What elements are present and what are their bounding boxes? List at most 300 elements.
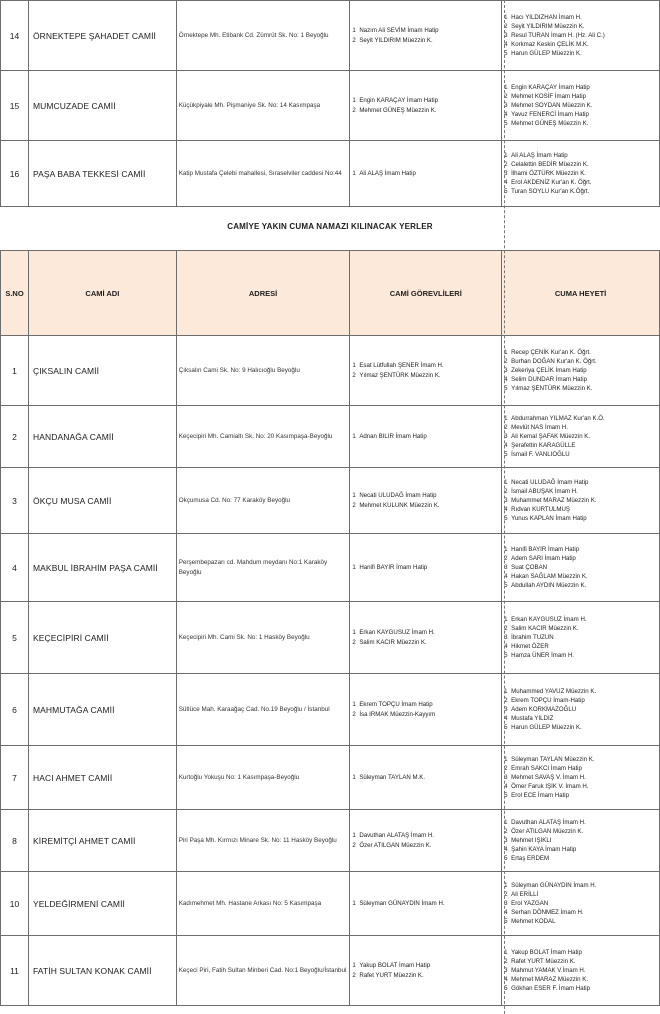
entry-text: Selim DUNDAR İmam Hatip	[511, 376, 587, 384]
entry-number: 4	[504, 376, 508, 384]
committee-list	[502, 936, 660, 1006]
staff-list	[350, 141, 502, 207]
entry-text: Adnan BILIR İmam Hatip	[359, 432, 427, 440]
entry-text: Adem SARI İmam Hatip	[511, 554, 576, 562]
committee-list	[502, 71, 660, 141]
entry-number: 3	[504, 366, 508, 374]
entry-text: İlhami ÖZTÜRK Müezzin K.	[511, 169, 586, 177]
top-table-body	[1, 1, 660, 207]
table-row	[1, 872, 660, 936]
committee-entry	[504, 687, 657, 696]
row-number: 5	[1, 602, 29, 674]
entry-number: 2	[504, 764, 508, 772]
entry-text: Necati ULUDAĞ İmam Hatip	[359, 492, 437, 500]
staff-list	[350, 1, 502, 71]
entry-text: Hamza ÜNER İmam H.	[511, 652, 575, 660]
entry-number: 1	[352, 27, 356, 35]
entry-number: 2	[352, 106, 356, 114]
entry-number: 4	[504, 506, 508, 514]
entry-number: 1	[352, 492, 356, 500]
row-number: 16	[1, 141, 29, 207]
staff-list	[350, 872, 502, 936]
entry-text: Özer ATILGAN Müezzin K.	[359, 841, 432, 849]
entry-text: Yavuz FENERCİ İmam Hatip	[511, 111, 589, 119]
entry-text: Ali ERİLLİ	[511, 890, 539, 898]
mosque-name: ÇIKSALIN CAMİİ	[28, 336, 176, 406]
table-row	[1, 674, 660, 746]
entry-text: Mehmet IŞIKLI	[511, 836, 552, 844]
mosque-address: Kurtoğlu Yokuşu No: 1 Kasımpaşa-Beyoğlu	[176, 746, 350, 810]
row-number: 2	[1, 406, 29, 468]
entry-text: Yılmaz ŞENTÜRK Müezzin K.	[359, 371, 441, 379]
staff-entry	[352, 700, 499, 709]
entry-text: Emrah SAKCI İmam Hatip	[511, 764, 582, 772]
committee-entry	[504, 366, 657, 375]
entry-text: Ekrem TOPÇU İmam-Hatip	[511, 696, 585, 704]
entry-number: 1	[504, 615, 508, 623]
entry-text: Mehmet KODAL	[511, 918, 556, 926]
mosque-address: Katip Mustafa Çelebi mahallesi, Sıraselviler caddesi No:44	[176, 141, 350, 207]
entry-text: Zekeriya ÇELİK İmam Hatip	[511, 366, 587, 374]
committee-entry	[504, 696, 657, 705]
committee-entry	[504, 818, 657, 827]
entry-text: Abdullah AYDIN Müezzin K.	[511, 582, 587, 590]
committee-entry	[504, 755, 657, 764]
entry-number: 1	[504, 687, 508, 695]
entry-text: Gökhan ESER F. İmam Hatip	[511, 985, 591, 993]
committee-entry	[504, 881, 657, 890]
committee-list	[502, 746, 660, 810]
entry-number: 5	[504, 515, 508, 523]
entry-text: Süleyman GÜNAYDIN İmam H.	[511, 881, 597, 889]
entry-text: Mevlüt NAS İmam H.	[511, 423, 569, 431]
committee-list	[502, 1, 660, 71]
entry-text: Erol AKDENİZ Kur'an K. Öğrt.	[511, 179, 592, 187]
row-number: 4	[1, 534, 29, 602]
committee-entry	[504, 83, 657, 92]
page-break-line	[504, 0, 505, 1014]
table-row	[1, 141, 660, 207]
entry-text: Necati ULUDAĞ İmam Hatip	[511, 478, 589, 486]
entry-number: 4	[504, 715, 508, 723]
entry-number: 3	[504, 773, 508, 781]
mosque-name: HANDANAĞA CAMİİ	[28, 406, 176, 468]
entry-number: 2	[504, 624, 508, 632]
entry-text: Davuthan ALATAŞ İmam H.	[359, 832, 434, 840]
staff-entry	[352, 371, 499, 380]
committee-entry	[504, 782, 657, 791]
entry-text: Salim KACIR Müezzin K.	[359, 638, 427, 646]
committee-entry	[504, 854, 657, 863]
committee-entry	[504, 357, 657, 366]
entry-text: Erol ECE İmam Hatip	[511, 792, 570, 800]
committee-entry	[504, 514, 657, 523]
entry-text: Davuthan ALATAŞ İmam H.	[511, 818, 586, 826]
committee-entry	[504, 49, 657, 58]
entry-text: Mehmet KULUNK Müezzin K.	[359, 501, 440, 509]
staff-entry	[352, 628, 499, 637]
committee-entry	[504, 441, 657, 450]
committee-entry	[504, 827, 657, 836]
entry-text: Adem KORKMAZOĞLU	[511, 705, 577, 713]
entry-text: Yakup BOLAT İmam Hatip	[511, 948, 582, 956]
staff-entry	[352, 361, 499, 370]
entry-text: Muhammed YAVUZ Müezzin K.	[511, 687, 597, 695]
entry-text: Ali ALAŞ İmam Hatip	[359, 169, 416, 177]
committee-entry	[504, 836, 657, 845]
entry-number: 1	[504, 348, 508, 356]
staff-entry	[352, 841, 499, 850]
table-row	[1, 1, 660, 71]
committee-entry	[504, 908, 657, 917]
entry-number: 1	[352, 773, 356, 781]
entry-text: Mehmet KOSİF İmam Hatip	[511, 92, 586, 100]
entry-text: Resul TURAN İmam H. (Hz. Ali C.)	[511, 31, 605, 39]
committee-entry	[504, 899, 657, 908]
table-row	[1, 602, 660, 674]
entry-number: 1	[504, 151, 508, 159]
committee-entry	[504, 187, 657, 196]
committee-entry	[504, 984, 657, 993]
entry-text: Yılmaz ŞENTÜRK Müezzin K.	[511, 385, 593, 393]
committee-entry	[504, 714, 657, 723]
mosque-name: ÖRNEKTEPE ŞAHADET CAMİİ	[28, 1, 176, 71]
entry-text: Süleyman TAYLAN M.K.	[359, 773, 426, 781]
entry-number: 1	[352, 701, 356, 709]
committee-entry	[504, 545, 657, 554]
entry-number: 3	[504, 705, 508, 713]
entry-number: 4	[504, 976, 508, 984]
staff-entry	[352, 710, 499, 719]
table-row	[1, 746, 660, 810]
entry-text: Salim KACIR Müezzin K.	[511, 624, 579, 632]
entry-text: Nazım Ali SEVİM İmam Hatip	[359, 27, 439, 35]
entry-number: 1	[352, 899, 356, 907]
committee-list	[502, 406, 660, 468]
staff-entry	[352, 831, 499, 840]
committee-entry	[504, 615, 657, 624]
entry-number: 2	[352, 841, 356, 849]
entry-number: 4	[504, 442, 508, 450]
committee-list	[502, 468, 660, 534]
row-number: 14	[1, 1, 29, 71]
committee-entry	[504, 773, 657, 782]
header-address: ADRESİ	[176, 251, 350, 336]
staff-entry	[352, 96, 499, 105]
committee-entry	[504, 723, 657, 732]
row-number: 7	[1, 746, 29, 810]
entry-text: Engin KARAÇAY İmam Hatip	[511, 83, 590, 91]
committee-entry	[504, 40, 657, 49]
entry-text: Mehmet MARAZ Müezzin K.	[511, 976, 589, 984]
main-table-body	[1, 336, 660, 1006]
mosque-address: Sütlüce Mah. Karaağaç Cad. No.19 Beyoğlu / İstanbul	[176, 674, 350, 746]
row-number: 8	[1, 810, 29, 872]
entry-number: 1	[504, 818, 508, 826]
entry-number: 1	[352, 832, 356, 840]
entry-text: Suat ÇOBAN	[511, 563, 548, 571]
mosque-address: Keçecipiri Mh. Camialtı Sk. No: 20 Kasımpaşa-Beyoğlu	[176, 406, 350, 468]
committee-entry	[504, 160, 657, 169]
staff-entry	[352, 501, 499, 510]
committee-entry	[504, 791, 657, 800]
entry-number: 3	[504, 633, 508, 641]
staff-entry	[352, 638, 499, 647]
entry-number: 3	[504, 899, 508, 907]
committee-entry	[504, 178, 657, 187]
entry-text: İsmail F. VANLIOĞLU	[511, 451, 570, 459]
entry-text: Burhan DOĞAN Kur'an K. Öğrt.	[511, 357, 597, 365]
committee-entry	[504, 348, 657, 357]
entry-number: 3	[504, 432, 508, 440]
entry-number: 2	[504, 696, 508, 704]
entry-number: 2	[504, 92, 508, 100]
top-mosque-table	[0, 0, 660, 207]
entry-number: 4	[504, 573, 508, 581]
entry-text: Rafet YURT Müezzin K.	[359, 971, 424, 979]
staff-list	[350, 936, 502, 1006]
committee-entry	[504, 957, 657, 966]
entry-number: 3	[504, 563, 508, 571]
entry-number: 2	[504, 554, 508, 562]
committee-list	[502, 141, 660, 207]
committee-list	[502, 534, 660, 602]
row-number: 1	[1, 336, 29, 406]
entry-text: Erkan KAYGUSUZ İmam H.	[359, 629, 435, 637]
mosque-address: Okçumusa Cd. No: 77 Karaköy Beyoğlu	[176, 468, 350, 534]
header-sno: S.NO	[1, 251, 29, 336]
entry-number: 2	[352, 371, 356, 379]
committee-list	[502, 336, 660, 406]
staff-entry	[352, 36, 499, 45]
entry-text: Serhan DÖNMEZ İmam H.	[511, 909, 584, 917]
entry-number: 1	[504, 881, 508, 889]
committee-entry	[504, 705, 657, 714]
entry-text: Özer ATILGAN Müezzin K.	[511, 827, 584, 835]
entry-number: 4	[504, 41, 508, 49]
entry-text: Harun GÜLEP Müezzin K.	[511, 50, 582, 58]
committee-entry	[504, 375, 657, 384]
mosque-address: Keçecipiri Mh. Cami Sk. No: 1 Hasköy Beyoğlu	[176, 602, 350, 674]
staff-list	[350, 71, 502, 141]
committee-entry	[504, 890, 657, 899]
entry-number: 5	[504, 582, 508, 590]
entry-text: Ali Kemal ŞAFAK Müezzin K.	[511, 432, 591, 440]
committee-list	[502, 602, 660, 674]
staff-entry	[352, 773, 499, 782]
entry-text: Yunus KAPLAN İmam Hatip	[511, 515, 587, 523]
table-header-row	[1, 251, 660, 336]
entry-text: Şerafettin KARAGÜLLE	[511, 442, 576, 450]
mosque-address: Küçükpiyale Mh. Pişmaniye Sk. No: 14 Kasımpaşa	[176, 71, 350, 141]
entry-text: Muhammet MARAZ Müezzin K.	[511, 496, 597, 504]
entry-number: 1	[504, 478, 508, 486]
entry-number: 2	[504, 890, 508, 898]
staff-list	[350, 810, 502, 872]
entry-text: İsa IRMAK Müezzin-Kayyım	[359, 710, 436, 718]
mosque-name: YELDEĞİRMENİ CAMİİ	[28, 872, 176, 936]
entry-number: 3	[504, 966, 508, 974]
committee-entry	[504, 554, 657, 563]
mosque-name: MAHMUTAĞA CAMİİ	[28, 674, 176, 746]
staff-entry	[352, 491, 499, 500]
entry-number: 1	[352, 563, 356, 571]
entry-text: Yakup BOLAT İmam Hatip	[359, 962, 431, 970]
committee-list	[502, 810, 660, 872]
entry-number: 1	[352, 362, 356, 370]
entry-text: Mehmet GÜNEŞ Müezzin K.	[511, 120, 589, 128]
table-row	[1, 534, 660, 602]
entry-text: Hikmet ÖZER	[511, 643, 549, 651]
entry-number: 5	[504, 855, 508, 863]
entry-text: Erkan KAYGUSUZ İmam H.	[511, 615, 587, 623]
committee-entry	[504, 13, 657, 22]
committee-entry	[504, 505, 657, 514]
entry-text: Ertaş ERDEM	[511, 855, 550, 863]
committee-entry	[504, 917, 657, 926]
mosque-name: ÖKÇU MUSA CAMİİ	[28, 468, 176, 534]
entry-number: 2	[352, 971, 356, 979]
entry-number: 2	[504, 22, 508, 30]
staff-entry	[352, 432, 499, 441]
entry-number: 4	[504, 783, 508, 791]
entry-number: 3	[504, 31, 508, 39]
committee-entry	[504, 572, 657, 581]
entry-number: 5	[504, 120, 508, 128]
committee-entry	[504, 764, 657, 773]
committee-entry	[504, 966, 657, 975]
entry-text: İsmail ABUŞAK İmam H.	[511, 487, 578, 495]
entry-text: Süleyman GÜNAYDIN İmam H.	[359, 899, 445, 907]
committee-entry	[504, 642, 657, 651]
entry-text: Mehmet GÜNEŞ Müezzin K.	[359, 106, 437, 114]
committee-list	[502, 674, 660, 746]
entry-number: 5	[504, 792, 508, 800]
row-number: 6	[1, 674, 29, 746]
mosque-address: Örnektepe Mh. Etibank Cd. Zümrüt Sk. No: 1 Beyoğlu	[176, 1, 350, 71]
table-row	[1, 468, 660, 534]
entry-text: Ali ALAŞ İmam Hatip	[511, 151, 568, 159]
entry-number: 5	[504, 50, 508, 58]
staff-entry	[352, 106, 499, 115]
entry-text: Mahmut YAMAK V.İmam H.	[511, 966, 586, 974]
entry-text: Mustafa YILDIZ	[511, 715, 554, 723]
committee-entry	[504, 487, 657, 496]
committee-entry	[504, 845, 657, 854]
entry-number: 3	[504, 836, 508, 844]
entry-number: 4	[504, 643, 508, 651]
entry-text: Seyit YILDIRIM Müezzin K.	[511, 22, 585, 30]
committee-entry	[504, 384, 657, 393]
entry-text: Ekrem TOPÇU İmam Hatip	[359, 701, 433, 709]
row-number: 10	[1, 872, 29, 936]
entry-number: 2	[352, 36, 356, 44]
entry-number: 4	[504, 909, 508, 917]
table-row	[1, 406, 660, 468]
entry-number: 5	[504, 385, 508, 393]
mosque-address: Keçeci Piri, Fatih Sultan Minberi Cad. No:1 Beyoğlu/İstanbul	[176, 936, 350, 1006]
entry-number: 2	[352, 638, 356, 646]
committee-entry	[504, 92, 657, 101]
row-number: 15	[1, 71, 29, 141]
entry-text: Esat Lütfullah ŞENER İmam H.	[359, 362, 444, 370]
staff-entry	[352, 26, 499, 35]
row-number: 11	[1, 936, 29, 1006]
entry-number: 5	[504, 985, 508, 993]
entry-number: 5	[504, 188, 508, 196]
committee-entry	[504, 151, 657, 160]
committee-entry	[504, 101, 657, 110]
mosque-name: FATİH SULTAN KONAK CAMİİ	[28, 936, 176, 1006]
staff-list	[350, 534, 502, 602]
entry-text: Süleyman TAYLAN Müezzin K.	[511, 755, 595, 763]
entry-text: Hanifi BAYIR İmam Hatip	[359, 563, 428, 571]
table-row	[1, 810, 660, 872]
entry-text: Engin KARAÇAY İmam Hatip	[359, 97, 438, 105]
staff-entry	[352, 971, 499, 980]
entry-text: İbrahim TUZUN	[511, 633, 554, 641]
table-row	[1, 936, 660, 1006]
staff-list	[350, 468, 502, 534]
committee-entry	[504, 31, 657, 40]
entry-text: Harun GÜLEP Müezzin K.	[511, 724, 582, 732]
committee-entry	[504, 22, 657, 31]
mosque-name: PAŞA BABA TEKKESİ CAMİİ	[28, 141, 176, 207]
committee-entry	[504, 169, 657, 178]
header-staff: CAMİ GÖREVLİLERİ	[350, 251, 502, 336]
committee-entry	[504, 478, 657, 487]
committee-entry	[504, 450, 657, 459]
mosque-address: Çıksalın Cami Sk. No: 9 Halıcıoğlu Beyoğlu	[176, 336, 350, 406]
committee-entry	[504, 975, 657, 984]
entry-text: Seyit YILDIRIM Müezzin K.	[359, 36, 433, 44]
table-row	[1, 71, 660, 141]
staff-list	[350, 746, 502, 810]
entry-number: 3	[504, 169, 508, 177]
mosque-name: MUMCUZADE CAMİİ	[28, 71, 176, 141]
committee-entry	[504, 624, 657, 633]
entry-number: 4	[504, 179, 508, 187]
entry-number: 5	[504, 451, 508, 459]
mosque-address: Piri Paşa Mh. Kırmızı Minare Sk. No: 11 Hasköy Beyoğlu	[176, 810, 350, 872]
section-title: CAMİYE YAKIN CUMA NAMAZI KILINACAK YERLER	[227, 222, 433, 231]
committee-entry	[504, 423, 657, 432]
entry-number: 2	[504, 957, 508, 965]
entry-text: Ömer Faruk IŞIK V. İmam H.	[511, 783, 589, 791]
entry-number: 1	[352, 629, 356, 637]
header-friday-committee: CUMA HEYETİ	[502, 251, 660, 336]
committee-entry	[504, 581, 657, 590]
header-mosque-name: CAMİ ADI	[28, 251, 176, 336]
entry-number: 5	[504, 724, 508, 732]
staff-entry	[352, 899, 499, 908]
entry-number: 1	[504, 948, 508, 956]
entry-number: 3	[504, 101, 508, 109]
entry-number: 5	[504, 918, 508, 926]
entry-number: 2	[352, 710, 356, 718]
entry-text: Abdurrahman YILMAZ Kur'an K.Ö.	[511, 414, 605, 422]
entry-number: 2	[504, 423, 508, 431]
entry-text: Hacı YILDIZHAN İmam H.	[511, 13, 582, 21]
committee-list	[502, 872, 660, 936]
mosque-address: Perşembepazarı cd. Mahdum meydanı No:1 Karaköy Beyoğlu	[176, 534, 350, 602]
entry-text: Mehmet SOYDAN Müezzin K.	[511, 101, 593, 109]
staff-entry	[352, 563, 499, 572]
entry-number: 1	[352, 169, 356, 177]
entry-number: 1	[352, 962, 356, 970]
staff-list	[350, 602, 502, 674]
staff-list	[350, 406, 502, 468]
